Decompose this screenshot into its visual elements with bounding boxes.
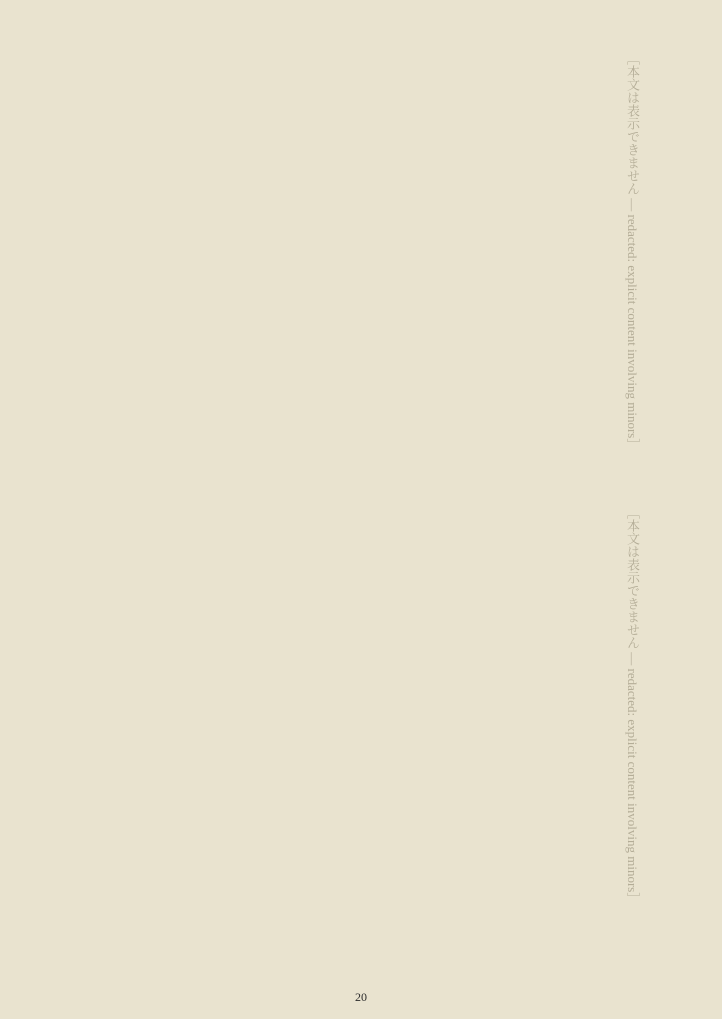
page-number: 20 (355, 990, 367, 1004)
text-block-bottom: ［本文は表示できません — redacted: explicit content involving minors］ (625, 506, 640, 906)
text-block-top: ［本文は表示できません — redacted: explicit content involving minors］ (625, 52, 640, 452)
